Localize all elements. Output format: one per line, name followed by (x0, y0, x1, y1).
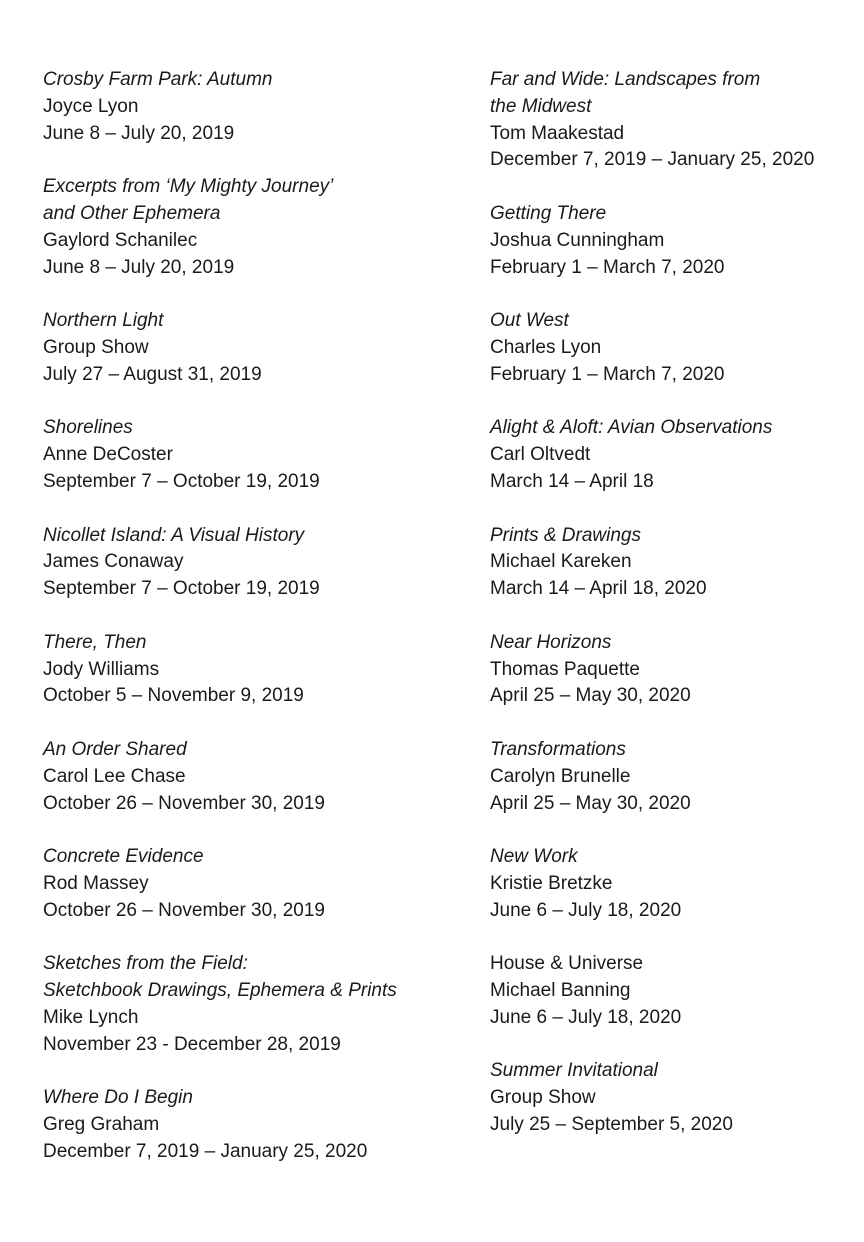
exhibition-entry (490, 630, 850, 710)
exhibition-entry (43, 630, 463, 710)
exhibition-title-continued: Sketchbook Drawings, Ephemera & Prints (43, 980, 397, 1002)
exhibition-title: Out West (490, 310, 569, 332)
exhibition-title: Sketches from the Field: (43, 953, 248, 975)
exhibition-dates: April 25 – May 30, 2020 (490, 685, 691, 707)
exhibition-dates: February 1 – March 7, 2020 (490, 256, 725, 278)
exhibition-entry (490, 67, 850, 174)
exhibition-title: There, Then (43, 631, 147, 653)
exhibition-entry (490, 951, 850, 1031)
exhibition-title: House & Universe (490, 953, 644, 975)
exhibition-title: Summer Invitational (490, 1060, 658, 1082)
exhibition-dates: June 8 – July 20, 2019 (43, 256, 235, 278)
exhibition-title: Transformations (490, 738, 626, 760)
exhibition-entry (43, 523, 463, 603)
exhibition-title-continued: the Midwest (490, 95, 592, 117)
exhibition-title: Excerpts from ‘My Mighty Journey’ (43, 176, 334, 198)
exhibition-entry (43, 844, 463, 924)
exhibition-dates: September 7 – October 19, 2019 (43, 470, 320, 492)
exhibition-title: Near Horizons (490, 631, 612, 653)
exhibition-artist: James Conaway (43, 551, 184, 573)
exhibition-title-continued: and Other Ephemera (43, 202, 221, 224)
exhibition-artist: Jody Williams (43, 658, 160, 680)
exhibition-entry (490, 1058, 850, 1138)
exhibition-entry (490, 737, 850, 817)
exhibition-title: Northern Light (43, 310, 164, 332)
exhibition-title: Getting There (490, 202, 607, 224)
exhibition-artist: Anne DeCoster (43, 444, 173, 466)
exhibition-entry (490, 201, 850, 281)
exhibition-dates: July 25 – September 5, 2020 (490, 1114, 733, 1136)
exhibition-entry (490, 415, 850, 495)
exhibition-artist: Carl Oltvedt (490, 444, 591, 466)
exhibition-list-left (43, 67, 463, 1192)
exhibition-list-right (490, 67, 850, 1166)
exhibition-dates: October 26 – November 30, 2019 (43, 899, 326, 921)
exhibition-artist: Greg Graham (43, 1114, 160, 1136)
exhibition-entry (43, 308, 463, 388)
exhibition-entry (490, 308, 850, 388)
exhibition-title: An Order Shared (43, 738, 187, 760)
exhibition-dates: February 1 – March 7, 2020 (490, 363, 725, 385)
exhibition-entry (43, 67, 463, 147)
exhibition-title: Nicollet Island: A Visual History (43, 524, 305, 546)
exhibition-title: Shorelines (43, 417, 133, 439)
exhibition-dates: April 25 – May 30, 2020 (490, 792, 691, 814)
exhibition-artist: Rod Massey (43, 872, 149, 894)
exhibition-dates: July 27 – August 31, 2019 (43, 363, 262, 385)
exhibition-artist: Thomas Paquette (490, 658, 640, 680)
exhibition-artist: Charles Lyon (490, 336, 602, 358)
exhibition-dates: March 14 – April 18, 2020 (490, 578, 707, 600)
exhibition-title: Concrete Evidence (43, 846, 204, 868)
exhibition-title: New Work (490, 846, 578, 868)
exhibition-entry (490, 523, 850, 603)
exhibition-dates: October 5 – November 9, 2019 (43, 685, 304, 707)
exhibition-entry (43, 1085, 463, 1165)
exhibition-artist: Tom Maakestad (490, 122, 625, 144)
exhibition-artist: Gaylord Schanilec (43, 229, 198, 251)
exhibition-dates: June 8 – July 20, 2019 (43, 122, 235, 144)
exhibition-artist: Kristie Bretzke (490, 872, 613, 894)
exhibition-artist: Michael Banning (490, 980, 631, 1002)
exhibition-dates: October 26 – November 30, 2019 (43, 792, 326, 814)
exhibition-artist: Joyce Lyon (43, 95, 139, 117)
exhibition-entry (43, 737, 463, 817)
exhibition-dates: December 7, 2019 – January 25, 2020 (43, 1140, 368, 1162)
exhibition-title: Alight & Aloft: Avian Observations (490, 417, 773, 439)
exhibition-title: Where Do I Begin (43, 1087, 193, 1109)
exhibition-artist: Carol Lee Chase (43, 765, 186, 787)
exhibition-artist: Carolyn Brunelle (490, 765, 631, 787)
exhibition-entry (43, 951, 463, 1058)
exhibition-title: Far and Wide: Landscapes from (490, 69, 761, 90)
exhibition-title: Prints & Drawings (490, 524, 641, 546)
exhibition-artist: Michael Kareken (490, 551, 632, 573)
exhibition-dates: November 23 - December 28, 2019 (43, 1033, 341, 1055)
exhibition-artist: Group Show (43, 336, 149, 358)
exhibition-artist: Mike Lynch (43, 1006, 139, 1028)
exhibition-entry (43, 415, 463, 495)
exhibition-title: Crosby Farm Park: Autumn (43, 69, 273, 90)
exhibition-entry (490, 844, 850, 924)
exhibition-dates: June 6 – July 18, 2020 (490, 1006, 682, 1028)
exhibition-dates: March 14 – April 18 (490, 470, 654, 492)
exhibition-entry (43, 174, 463, 281)
exhibition-dates: June 6 – July 18, 2020 (490, 899, 682, 921)
exhibition-artist: Group Show (490, 1087, 596, 1109)
exhibition-dates: September 7 – October 19, 2019 (43, 578, 320, 600)
exhibition-dates: December 7, 2019 – January 25, 2020 (490, 149, 815, 171)
exhibition-artist: Joshua Cunningham (490, 229, 665, 251)
